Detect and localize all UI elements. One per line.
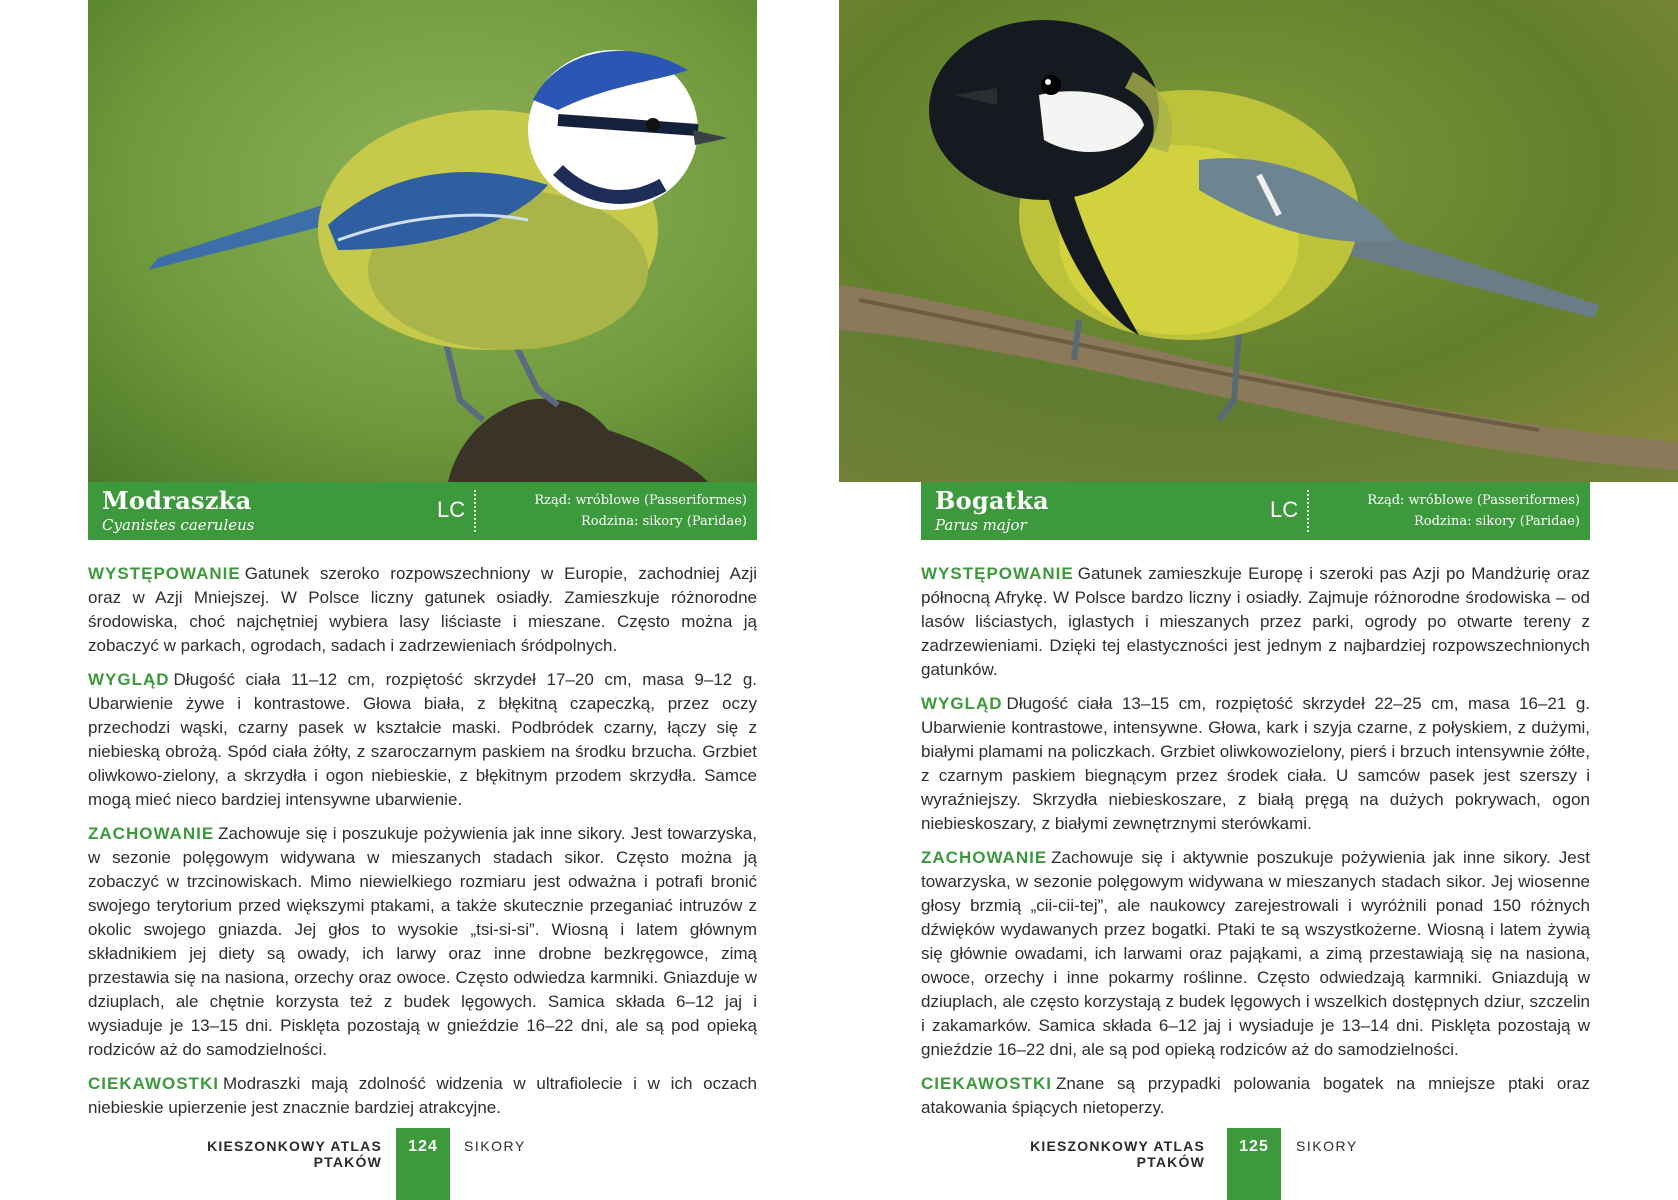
section-text: Gatunek szeroko rozpowszechniony w Europie, zachodniej Azji oraz w Azji Mniejszej. W Polsce liczny gatunek osiadły. Zamieszkuje różnorodne środowiska, choć najchętniej wybiera lasy liściaste i mieszane. Często można ją zobaczyć w parkach, ogrodach, sadach i zadrzewieniach śródpolnych.: [88, 564, 757, 655]
section-text: Zachowuje się i aktywnie poszukuje pożywienia jak inne sikory. Jest towarzyska, w sezonie polęgowym widywana w mieszanych stadach sikor. Jej wiosenne głosy brzmią „cii-cii-tej”, ale naukowcy zarejestrowali i wyróżnili ponad 150 różnych dźwięków wydawanych przez bogatki. Ptaki te są wszystkożerne. Wiosną i latem żywią się głównie owadami, ich larwami oraz pająkami, a zimą przestawiają się na nasiona, owoce, orzechy i inne pokarmy roślinne. Często odwiedzają karmniki. Gniazdują w dziuplach, ale często korzystają z budek lęgowych i wszelkich dostępnych dziur, szczelin i zakamarków. Samica składa 6–12 jaj i wysiaduje je 13–14 dni. Pisklęta pozostają w gnieździe 16–22 dni, ale są pod opieką rodziców aż do samodzielności.: [921, 848, 1590, 1059]
order-label: Rząd: wróblowe (Passeriformes): [534, 493, 747, 508]
section-keyword: ZACHOWANIE: [921, 848, 1048, 867]
blue-tit-photo: [88, 0, 757, 482]
conservation-status: LC: [1270, 497, 1299, 522]
latin-name: Parus major: [935, 516, 1027, 534]
page-number: 124: [396, 1128, 450, 1200]
taxonomy: [534, 490, 747, 532]
footer-section: SIKORY: [464, 1138, 526, 1154]
section-text: Znane są przypadki polowania bogatek na mniejsze ptaki oraz atakowania śpiących nietoperzy.: [921, 1074, 1590, 1117]
page-right: [839, 0, 1678, 1200]
species-names: [935, 487, 1049, 535]
order-label: Rząd: wróblowe (Passeriformes): [1367, 493, 1580, 508]
section-keyword: ZACHOWANIE: [88, 824, 215, 843]
page-number: 125: [1227, 1128, 1281, 1200]
section-behaviour: [88, 822, 757, 1062]
latin-name: Cyanistes caeruleus: [102, 516, 255, 534]
conservation-status: LC: [437, 497, 466, 522]
section-behaviour: [921, 846, 1590, 1062]
common-name: Bogatka: [935, 486, 1049, 515]
footer-section: SIKORY: [1296, 1138, 1358, 1154]
section-text: Długość ciała 11–12 cm, rozpiętość skrzydeł 17–20 cm, masa 9–12 g. Ubarwienie żywe i kontrastowe. Głowa biała, z błękitną czapeczką, przez oczy przechodzi wąski, czarny pasek w kształcie maski. Podbródek czarny, łączy się z niebieską obrożą. Spód ciała żółty, z szaroczarnym paskiem na środku brzucha. Grzbiet oliwkowo-zielony, a skrzydła i ogon niebieskie, z błękitnym przodem skrzydła. Samce mogą mieć nieco bardziej intensywne ubarwienie.: [88, 670, 757, 809]
section-keyword: WYGLĄD: [88, 670, 170, 689]
section-text: Modraszki mają zdolność widzenia w ultrafiolecie i w ich oczach niebieskie upierzenie jest znacznie bardziej atrakcyjne.: [88, 1074, 757, 1117]
dotted-divider: [1307, 490, 1309, 532]
section-text: Zachowuje się i poszukuje pożywienia jak inne sikory. Jest towarzyska, w sezonie polęgowym widywana w mieszanych stadach sikor. Często można ją zobaczyć w trzcinowiskach. Mimo niewielkiego rozmiaru jest odważna i potrafi bronić swojego terytorium przed większymi ptakami, a także skutecznie przeganiać intruzów z okolic swojego gniazda. Jej głos to wysokie „tsi-si-si”. Wiosną i latem głównym składnikiem jej diety są owady, ich larwy oraz inne drobne bezkręgowce, zimą przestawia się na nasiona, orzechy oraz owoce. Często odwiedza karmniki. Gniazduje w dziuplach, ale chętnie korzysta też z budek lęgowych. Samica składa 6–12 jaj i wysiaduje je 13–15 dni. Pisklęta pozostają w gnieździe 16–22 dni, ale są pod opieką rodziców aż do samodzielności.: [88, 824, 757, 1059]
section-keyword: WYSTĘPOWANIE: [921, 564, 1074, 583]
species-header: [88, 482, 757, 540]
taxonomy: [1367, 490, 1580, 532]
section-occurrence: [88, 562, 757, 658]
section-text: Gatunek zamieszkuje Europę i szeroki pas Azji po Mandżurię oraz północną Afrykę. W Polsce bardzo liczny i osiadły. Zajmuje różnorodne środowiska – od lasów liściastych, iglastych i mieszanych przez parki, ogrody po otwarte tereny z zadrzewieniami. Dzięki tej elastyczności jest jednym z najbardziej rozpowszechnionych gatunków.: [921, 564, 1590, 679]
section-trivia: [921, 1072, 1590, 1120]
section-appearance: [88, 668, 757, 812]
section-occurrence: [921, 562, 1590, 682]
species-description: [921, 562, 1590, 1130]
section-keyword: WYGLĄD: [921, 694, 1003, 713]
section-text: Długość ciała 13–15 cm, rozpiętość skrzydeł 22–25 cm, masa 16–21 g. Ubarwienie kontrastowe, intensywne. Głowa, kark i szyja czarne, z połyskiem, z dużymi, białymi plamami na policzkach. Grzbiet oliwkowozielony, pierś i brzuch intensywnie żółte, z czarnym paskiem biegnącym przez środek ciała. U samców pasek jest szerszy i wyraźniejszy. Skrzydła niebieskoszare, z białą pręgą na dużych pokrywach, ogon niebieskoszary, z białymi zewnętrznymi sterówkami.: [921, 694, 1590, 833]
dotted-divider: [474, 490, 476, 532]
section-keyword: CIEKAWOSTKI: [921, 1074, 1052, 1093]
species-names: [102, 487, 255, 535]
family-label: Rodzina: sikory (Paridae): [1414, 514, 1580, 529]
section-appearance: [921, 692, 1590, 836]
footer-book-title: KIESZONKOWY ATLAS PTAKÓW: [207, 1138, 382, 1170]
common-name: Modraszka: [102, 486, 252, 515]
family-label: Rodzina: sikory (Paridae): [581, 514, 747, 529]
section-keyword: WYSTĘPOWANIE: [88, 564, 241, 583]
great-tit-photo: [839, 0, 1678, 482]
species-description: [88, 562, 757, 1130]
footer-book-title: KIESZONKOWY ATLAS PTAKÓW: [1030, 1138, 1205, 1170]
section-trivia: [88, 1072, 757, 1120]
species-header: [921, 482, 1590, 540]
section-keyword: CIEKAWOSTKI: [88, 1074, 219, 1093]
